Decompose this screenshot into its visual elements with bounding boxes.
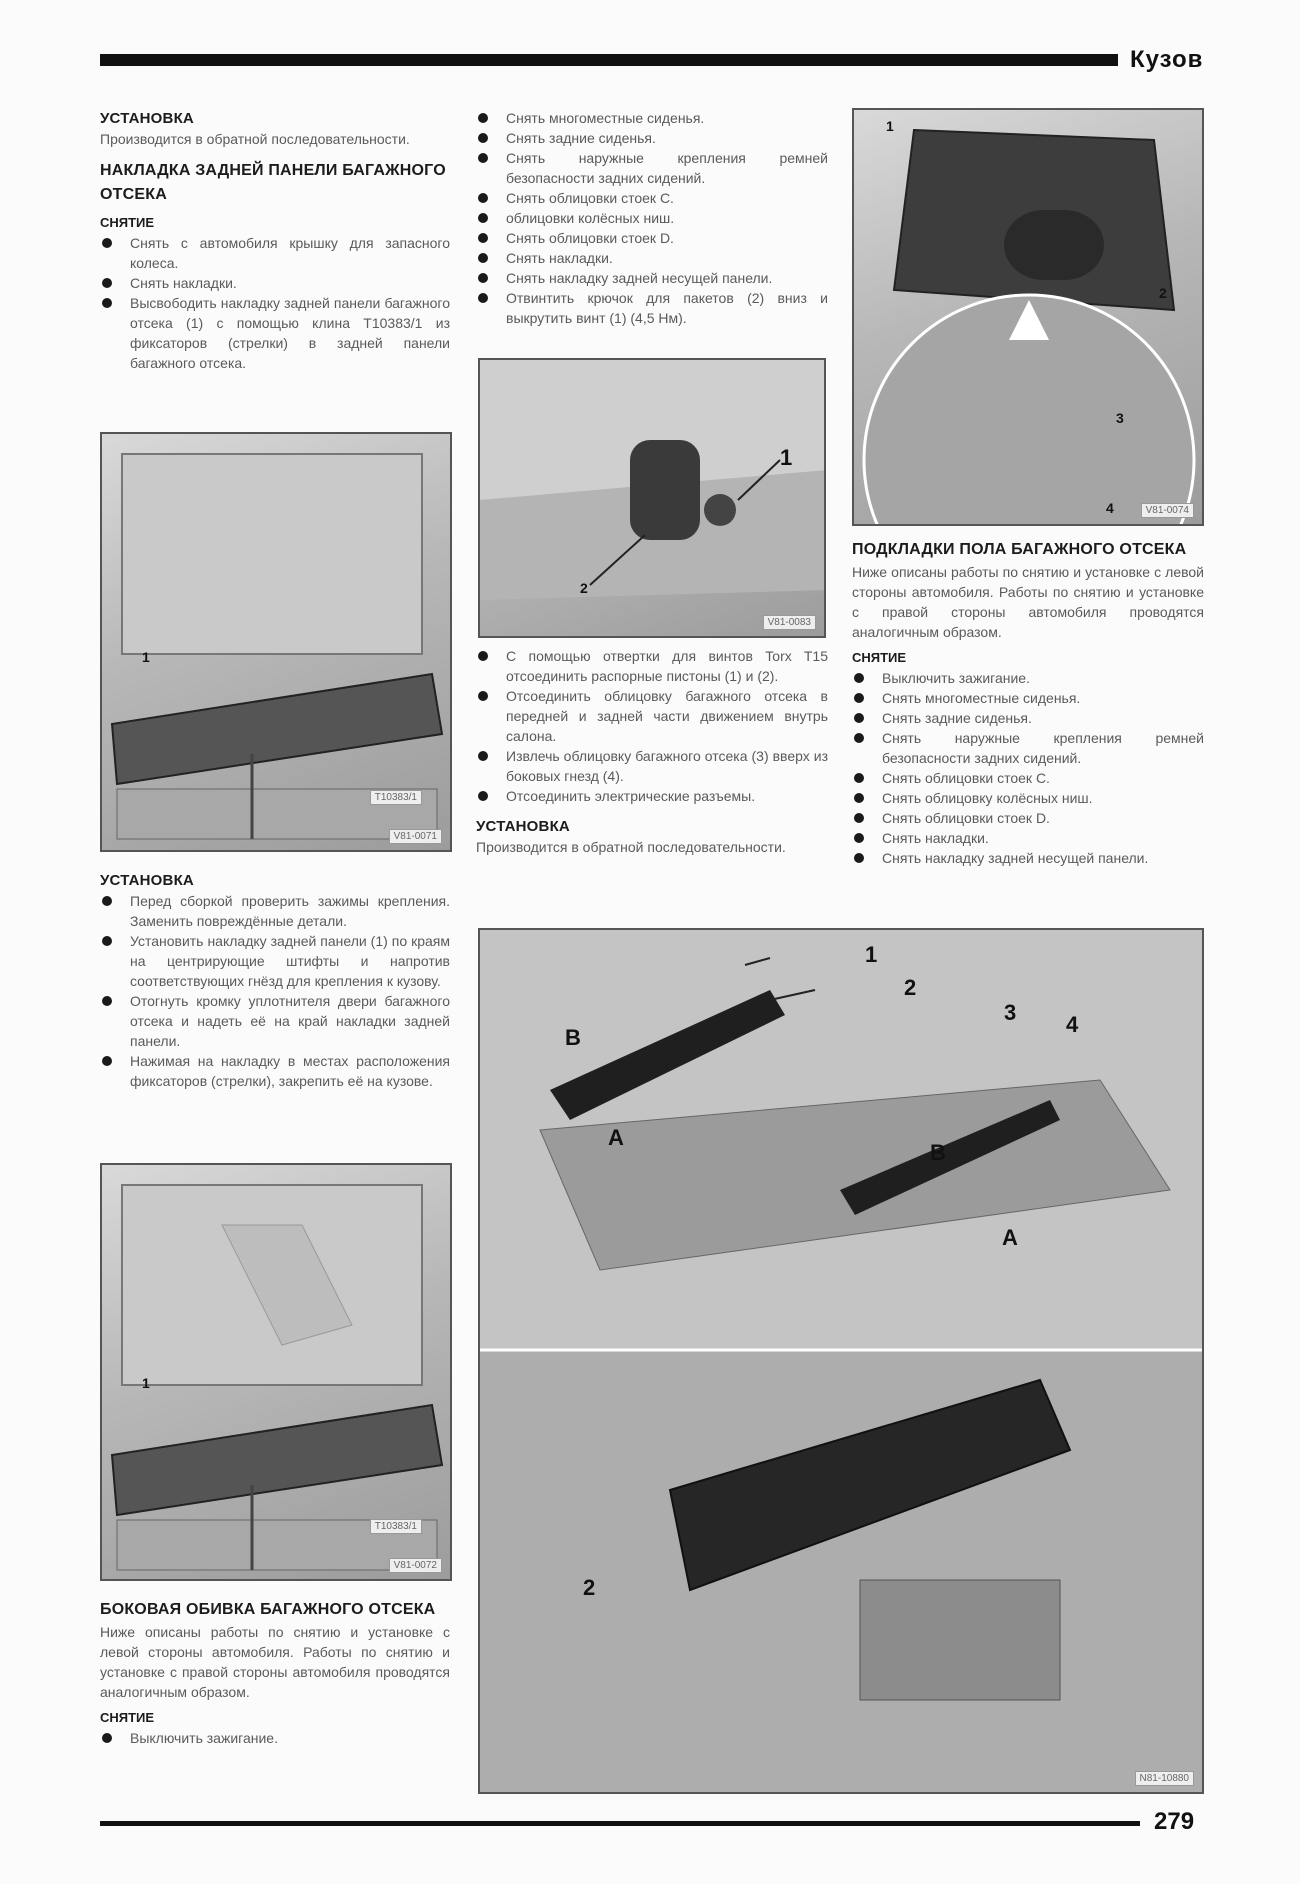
callout-2: 2	[904, 975, 917, 1000]
hook-illustration	[480, 360, 826, 638]
install-heading: УСТАНОВКА	[100, 110, 194, 127]
list-item: Снять накладки.	[476, 248, 828, 268]
page-number: 279	[1154, 1808, 1195, 1835]
tool-label: T10383/1	[370, 790, 422, 805]
figure-hook-removal	[478, 358, 826, 638]
callout-1: 1	[780, 445, 793, 470]
install-heading: УСТАНОВКА	[476, 818, 570, 835]
figure-code: V81-0072	[389, 1558, 442, 1573]
callout-b-left: B	[565, 1025, 581, 1050]
callout-b-right: B	[930, 1140, 946, 1165]
callout-2: 2	[1159, 285, 1167, 301]
col2-top-list	[476, 108, 828, 328]
figure-side-trim	[852, 108, 1204, 526]
callout-4: 4	[1066, 1012, 1079, 1037]
col1-install2-section	[100, 870, 450, 1091]
list-item: Нажимая на накладку в местах расположения фиксаторов (стрелки), закрепить её на кузове.	[100, 1051, 450, 1091]
list-item: Высвободить накладку задней панели багажного отсека (1) с помощью клина T10383/1 из фиксаторов (стрелки) в задней панели багажного отсека.	[100, 293, 450, 373]
figure-trunk-trim-install	[100, 1163, 452, 1581]
list-item: Установить накладку задней панели (1) по краям на центрирующие штифты и напротив соответствующих гнёзд для крепления к кузову.	[100, 931, 450, 991]
list-item: Снять многоместные сиденья.	[852, 688, 1204, 708]
install-list	[100, 891, 450, 1091]
side-trim-heading: БОКОВАЯ ОБИВКА БАГАЖНОГО ОТСЕКА	[100, 1601, 436, 1618]
floor-illustration	[480, 930, 1204, 1794]
callout-2: 2	[580, 580, 588, 596]
list-item: облицовки колёсных ниш.	[476, 208, 828, 228]
list-item: Извлечь облицовку багажного отсека (3) вверх из боковых гнезд (4).	[476, 746, 828, 786]
col3-floor-section	[852, 538, 1204, 868]
side-trim-text: Ниже описаны работы по снятию и установке с левой стороны автомобиля. Работы по снятию и установке с правой стороны автомобиля проводятся аналогичным образом.	[100, 1624, 450, 1700]
trim-heading: НАКЛАДКА ЗАДНЕЙ ПАНЕЛИ БАГАЖНОГО ОТСЕКА	[100, 162, 446, 203]
removal-heading: СНЯТИЕ	[852, 650, 907, 665]
list-item: Снять облицовки стоек C.	[852, 768, 1204, 788]
side-trim-illustration	[854, 110, 1204, 526]
figure-code: V81-0083	[763, 615, 816, 630]
list-item: Снять облицовки стоек D.	[852, 808, 1204, 828]
list-item: Снять накладки.	[852, 828, 1204, 848]
list-item: Снять накладки.	[100, 273, 450, 293]
list-item: Снять наружные крепления ремней безопасности задних сидений.	[476, 148, 828, 188]
callout-1: 1	[142, 1375, 150, 1391]
removal-list	[852, 668, 1204, 868]
removal-list	[100, 233, 450, 373]
callout-1: 1	[142, 649, 150, 665]
list-item: Перед сборкой проверить зажимы крепления. Заменить повреждённые детали.	[100, 891, 450, 931]
callout-a-right: A	[1002, 1225, 1018, 1250]
list-item: Снять накладку задней несущей панели.	[852, 848, 1204, 868]
callout-4: 4	[1106, 500, 1114, 516]
list-item: Снять задние сиденья.	[476, 128, 828, 148]
list-item: Снять накладку задней несущей панели.	[476, 268, 828, 288]
figure-trunk-trim-removal	[100, 432, 452, 852]
callout-1: 1	[865, 942, 878, 967]
figure-code: N81-10880	[1135, 1771, 1194, 1786]
callout-3: 3	[1116, 410, 1124, 426]
list-item: Снять многоместные сиденья.	[476, 108, 828, 128]
list-item: Отогнуть кромку уплотнителя двери багажного отсека и надеть её на край накладки задней панели.	[100, 991, 450, 1051]
removal-heading: СНЯТИЕ	[100, 1710, 155, 1725]
callout-1: 1	[886, 118, 894, 134]
list-item: Снять с автомобиля крышку для запасного колеса.	[100, 233, 450, 273]
figure-floor-supports	[478, 928, 1204, 1794]
list-item: Выключить зажигание.	[100, 1728, 450, 1748]
removal-heading: СНЯТИЕ	[100, 215, 155, 230]
list-item: С помощью отвертки для винтов Torx T15 отсоединить распорные пистоны (1) и (2).	[476, 646, 828, 686]
removal-list	[100, 1728, 450, 1748]
list-item: Отсоединить облицовку багажного отсека в передней и задней части движением внутрь салона.	[476, 686, 828, 746]
removal-list	[476, 646, 828, 806]
install-heading: УСТАНОВКА	[100, 872, 194, 889]
list-item: Отсоединить электрические разъемы.	[476, 786, 828, 806]
list-item: Выключить зажигание.	[852, 668, 1204, 688]
floor-heading: ПОДКЛАДКИ ПОЛА БАГАЖНОГО ОТСЕКА	[852, 541, 1187, 558]
floor-text: Ниже описаны работы по снятию и установке с левой стороны автомобиля. Работы по снятию и установке с правой стороны автомобиля проводятся аналогичным образом.	[852, 564, 1204, 640]
figure-code: V81-0074	[1141, 503, 1194, 518]
list-item: Снять облицовки стоек D.	[476, 228, 828, 248]
col1-install-section	[100, 108, 450, 373]
section-title: Кузов	[1130, 46, 1204, 73]
tool-label: T10383/1	[370, 1519, 422, 1534]
list-item: Снять облицовку колёсных ниш.	[852, 788, 1204, 808]
list-item: Снять наружные крепления ремней безопасности задних сидений.	[852, 728, 1204, 768]
footer-rule	[100, 1821, 1140, 1826]
col1-side-trim-section	[100, 1598, 450, 1748]
install-text: Производится в обратной последовательности.	[100, 131, 410, 147]
callout-a-left: A	[608, 1125, 624, 1150]
list-item: Снять облицовки стоек C.	[476, 188, 828, 208]
install-text: Производится в обратной последовательности.	[476, 839, 786, 855]
list-item: Отвинтить крючок для пакетов (2) вниз и выкрутить винт (1) (4,5 Нм).	[476, 288, 828, 328]
callout-2-lower: 2	[583, 1575, 596, 1600]
list-item: Снять задние сиденья.	[852, 708, 1204, 728]
callout-3: 3	[1004, 1000, 1017, 1025]
col2-mid-list	[476, 646, 828, 857]
removal-list	[476, 108, 828, 328]
figure-code: V81-0071	[389, 829, 442, 844]
header-rule	[100, 54, 1118, 66]
